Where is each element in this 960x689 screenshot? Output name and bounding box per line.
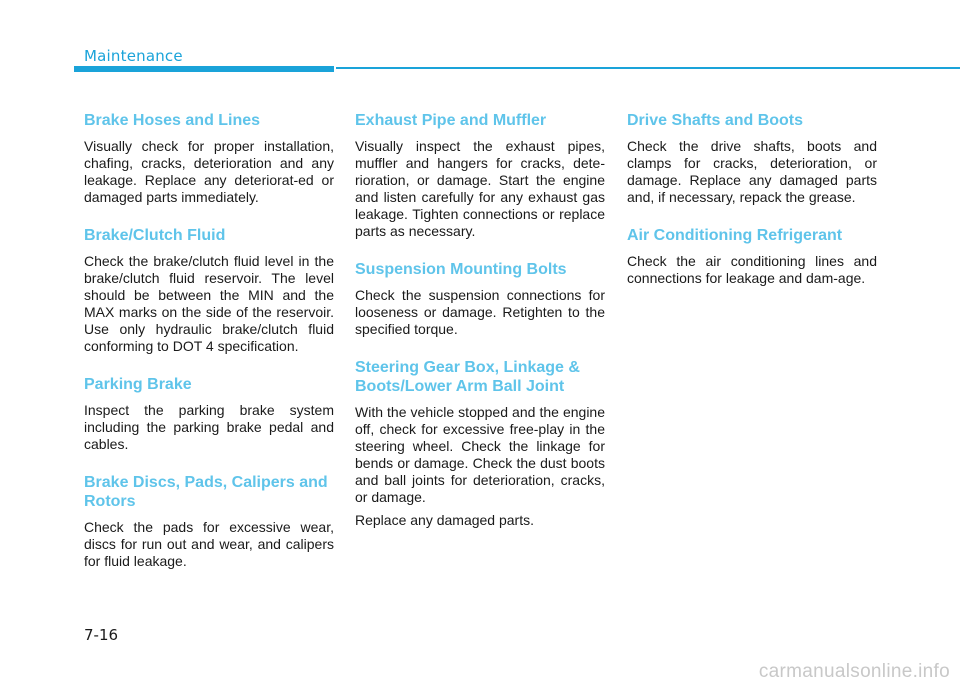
section-title: Suspension Mounting Bolts <box>355 261 567 278</box>
section-title: Brake Discs, Pads, Calipers and Rotors <box>84 474 328 510</box>
section-drive-shafts <box>627 111 877 206</box>
section-paragraph: Check the suspension connections for looseness or damage. Retighten to the specified torque. <box>355 287 605 337</box>
section-title: Air Conditioning Refrigerant <box>627 227 843 244</box>
section-brake-clutch-fluid <box>84 226 334 355</box>
section-title: Exhaust Pipe and Muffler <box>355 112 547 129</box>
section-paragraph: Check the brake/clutch fluid level in the brake/clutch fluid reservoir. The level should be between the MIN and the MAX marks on the side of the reservoir. Use only hydraulic brake/clutch fluid conforming to DOT 4 specification. <box>84 253 334 354</box>
section-title: Drive Shafts and Boots <box>627 112 804 129</box>
section-steering-gear <box>355 358 605 529</box>
section-air-conditioning <box>627 226 877 287</box>
section-title: Brake Hoses and Lines <box>84 112 261 129</box>
section-title: Brake/Clutch Fluid <box>84 227 226 244</box>
section-brake-discs <box>84 473 334 570</box>
section-paragraph: Replace any damaged parts. <box>355 512 534 528</box>
column-3 <box>627 111 877 307</box>
section-paragraph: Check the pads for excessive wear, discs for run out and wear, and calipers for fluid leakage. <box>84 519 334 569</box>
section-paragraph: With the vehicle stopped and the engine off, check for excessive free-play in the steering wheel. Check the linkage for bends or damage. Check the dust boots and ball joints for deterioration, cracks, or damage. <box>355 404 605 505</box>
header-rule-thin <box>336 67 960 69</box>
header-section-label: Maintenance <box>84 47 183 65</box>
watermark: carmanualsonline.info <box>758 661 950 682</box>
section-paragraph: Check the drive shafts, boots and clamps for cracks, deterioration, or damage. Replace any damaged parts and, if necessary, repack the grease. <box>627 138 877 205</box>
section-paragraph: Inspect the parking brake system including the parking brake pedal and cables. <box>84 402 334 452</box>
column-1 <box>84 111 334 590</box>
section-title: Steering Gear Box, Linkage & Boots/Lower Arm Ball Joint <box>355 359 580 395</box>
section-exhaust-pipe <box>355 111 605 240</box>
section-parking-brake <box>84 375 334 453</box>
section-paragraph: Visually inspect the exhaust pipes, muffler and hangers for cracks, dete-rioration, or damage. Start the engine and listen carefully for any exhaust gas leakage. Tighten connections or replace parts as necessary. <box>355 138 605 239</box>
column-2 <box>355 111 605 549</box>
section-suspension-bolts <box>355 260 605 338</box>
section-title: Parking Brake <box>84 376 192 393</box>
page-number: 7-16 <box>84 626 119 644</box>
section-brake-hoses <box>84 111 334 206</box>
section-paragraph: Visually check for proper installation, chafing, cracks, deterioration and any leakage. Replace any deteriorat-ed or damaged parts immediately. <box>84 138 334 205</box>
section-paragraph: Check the air conditioning lines and connections for leakage and dam-age. <box>627 253 877 286</box>
header-rule-thick <box>74 66 334 72</box>
